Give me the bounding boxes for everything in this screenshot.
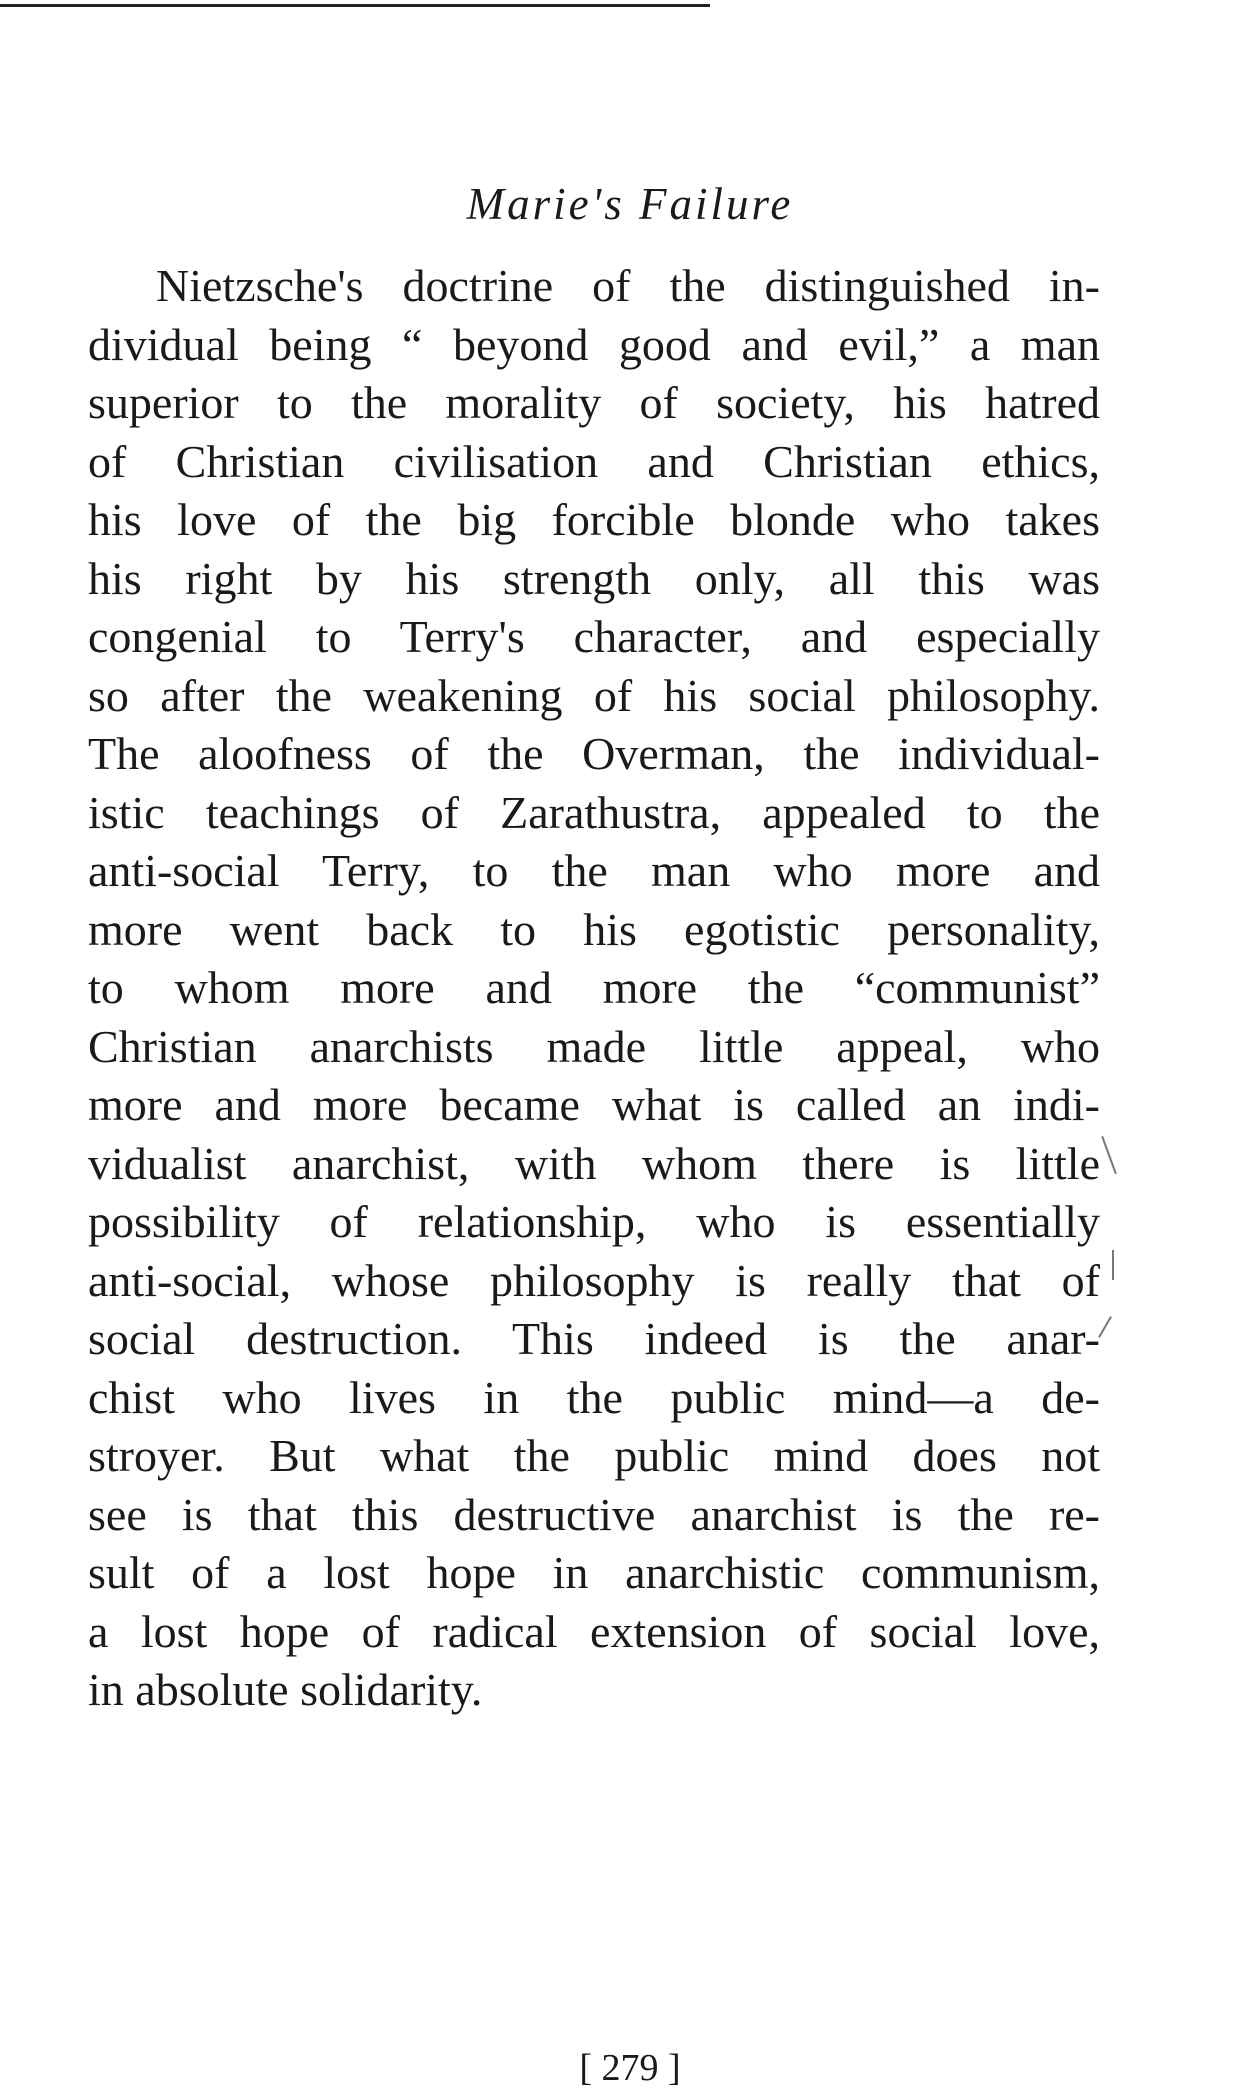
text-line: sult of a lost hope in anarchistic communism, <box>88 1547 1100 1598</box>
text-line: his love of the big forcible blonde who takes <box>88 494 1100 545</box>
text-line: anti-social, whose philosophy is really that of <box>88 1254 1100 1306</box>
margin-mark <box>1101 1136 1117 1174</box>
text-line: chist who lives in the public mind—a de- <box>88 1371 1100 1423</box>
text-line: to whom more and more the “communist” <box>88 962 1100 1013</box>
running-head: Marie's Failure <box>466 179 794 229</box>
text-line: more went back to his egotistic personality, <box>88 903 1100 955</box>
body-paragraph <box>88 257 1100 1720</box>
text-line: a lost hope of radical extension of social love, <box>88 1605 1100 1657</box>
text-line: Christian anarchists made little appeal, who <box>88 1020 1100 1072</box>
text-line: so after the weakening of his social philosophy. <box>88 669 1100 721</box>
text-line: anti-social Terry, to the man who more and <box>88 845 1100 896</box>
text-line <box>88 257 1100 316</box>
page-number: [ 279 ] <box>579 2047 681 2089</box>
text-line: his right by his strength only, all this was <box>88 552 1100 604</box>
text-line: The aloofness of the Overman, the individual- <box>88 728 1100 779</box>
text-line: istic teachings of Zarathustra, appealed to the <box>88 786 1100 838</box>
text-line: stroyer. But what the public mind does not <box>88 1430 1100 1481</box>
margin-mark <box>1098 1316 1112 1338</box>
text-line: dividual being “ beyond good and evil,” a man <box>88 318 1100 370</box>
top-edge-rule <box>0 4 710 7</box>
text-line: see is that this destructive anarchist is the re- <box>88 1488 1100 1540</box>
text-line: social destruction. This indeed is the anar- <box>88 1313 1100 1364</box>
text-line: superior to the morality of society, his hatred <box>88 377 1100 428</box>
text-line: in absolute solidarity. <box>88 1664 483 1715</box>
margin-mark <box>1112 1250 1114 1280</box>
text-line-content: Nietzsche's doctrine of the distinguished in- <box>156 260 1100 311</box>
text-line: of Christian civilisation and Christian ethics, <box>88 435 1100 487</box>
text-line: more and more became what is called an indi- <box>88 1079 1100 1130</box>
text-line: congenial to Terry's character, and especially <box>88 611 1100 662</box>
text-line: possibility of relationship, who is essentially <box>88 1196 1100 1247</box>
text-line: vidualist anarchist, with whom there is little <box>88 1137 1100 1189</box>
